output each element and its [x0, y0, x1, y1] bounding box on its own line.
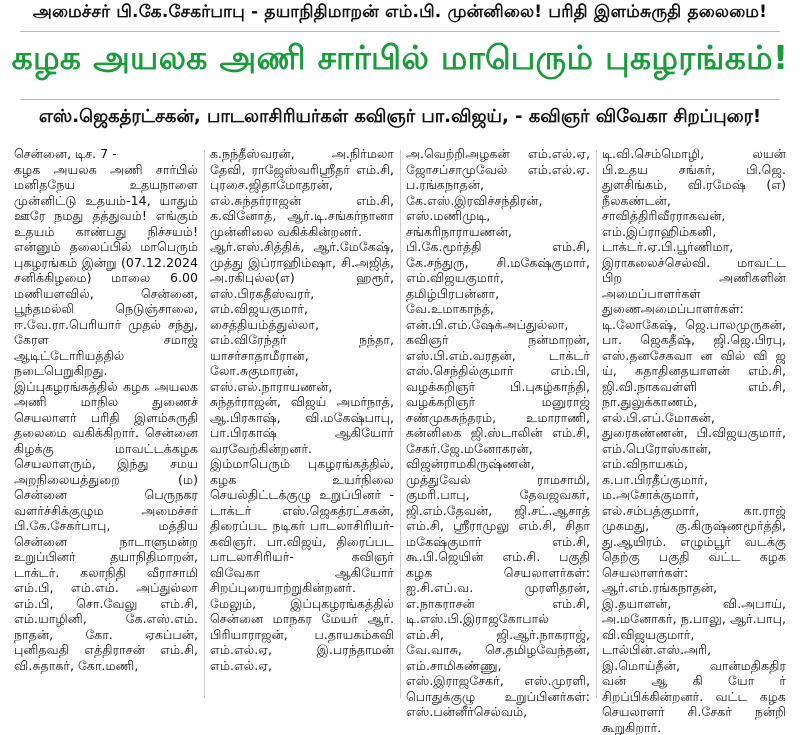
column-divider [596, 150, 597, 698]
column-text: க.நந்தீஸ்வரன், அ.நிர்மலா தேவி, ராஜேஸ்வரிஸ்ரீதர் எம்.சி, புரசை.ஜிதாமோதரன், எல்.சுந்தர்ராஜன் எம்.சி, க.வினோத், ஆர்.டி.சங்கர்நானா முன்னிலை வகிக்கின்றனர். ஆர்.எஸ்.சித்திக், ஆர்.மேகேஷ், முத்து இப்ராஹிம்ஷா, சி.அஜித், அ.ரகிபுல்ல(எ) ஹரூர், எஸ்.பிரகதீஸ்வரர், எம்.விஜயகுமார், சைத்தியம்த்துல்லா, எம்.விரேந்தர் நந்தா, யாசர்சாதாமீரான், லோ.சுகுமாரன், எஸ்.எல்.நாராயணன், சுந்தர்ராஜன், விஜய் அமர்நாத், ஆ.பிரகாஷ், வி.மகேஷ்பாபு, பா.பிரகாஷ் ஆகியோர் வரவேற்கின்றனர். இம்மாபெரும் புகழரங்கத்தில், கழக உயர்நிலை செயல்திட்டக்குழு உறுப்பினர் - டாக்டர் எஸ்.ஜெகத்ரட்சகன், திரைப்பட நடிகர் பாடலாசிரியர்- கவிஞர். பா.விஜய், திரைப்பட பாடலாசிரியர்- கவிஞர் விவேகா ஆகியோர் சிறப்புரையாற்றுகின்றனர். மேலும், இப்புகழரங்கத்தில் சென்னை மாநகர மேயர் ஆர். பிரியாராஜன், ப.தாயகம்கவி எம்.எல்.ஏ, இ.பரந்தாமன் எம்.எல்.ஏ, [210, 146, 394, 673]
article-column-1 [14, 146, 198, 702]
headline: கழக அயலக அணி சார்பில் மாபெரும் புகழரங்கம்! [11, 38, 789, 77]
divider [20, 99, 780, 100]
article-body [14, 146, 790, 735]
column-divider [204, 150, 205, 698]
column-text: டி.வி.செம்மொழி, லயன் பி.உதய சங்கர், பி.ஜெ. துளசிங்கம், வி.ரமேஷ் (எ) நீலகண்டன், சாவித்திரிவீரராகவன், எம்.இப்ராஹிம்கனி, டாக்டர்.ஏ.பி.பூர்ணிமா, இராகலைச்செல்வி. மாவட்ட பிற அணிகளின் அமைப்பாளர்கள் துணைஅமைப்பாளர்கள்: டி.லோகேஷ், ஜெ.பாலமுருகன், பா. ஜெகதீஷ், ஜி.ஜெ.பிரபு, எஸ்.தனசேகவா ன வில் வி ஜ ய், சுதாதினதயாளன் எம்.சி, ஜி.வி.நாகவள்ளி எம்.சி, நா.துலுக்காணம், எல்.பி.எப்.மோகன், துரைகண்ணன், பி.விஜயகுமார், எம்.பெரோஸ்கான், எம்.விநாயகம், க.பா.பிரதீப்குமார், ம.அசோக்குமார், எல்.சம்பத்குமார், கா.ராஜ் முகமது, கு.கிருஷ்ணமூர்த்தி, து.ஆயிரம். எழும்பூர் வடக்கு தெற்கு பகுதி வட்ட கழக செயலாளர்கள்: ஆர்.எம்.ரங்கநாதன், இ.தயாளன், வி.அபாய், அ.மனோகர், ந.பாலு, ஆர்.பாபு, வி.விஜயகுமார், டால்பின்.எஸ்.அரி, இ.மொய்தீன், வான்மதிகதிர வன் ஆ கி யோ ர் சிறப்பிக்கின்றனர். வட்ட கழக செயலாளர் சி.சேகர் நன்றி கூறுகிறார். [602, 146, 786, 735]
column-text: அ.வெற்றிஅழகன் எம்.எல்.ஏ, ஜோசப்சாமுவேல் எம்.எல்.ஏ. ப.ரங்கநாதன், கே.எஸ்.இரவிச்சந்திரன், எஸ்.மணிமுடி, சங்கரிநாராயணன், பி.கே.மூர்த்தி எம்.சி, கே.சந்துரு, சி.மகேஷ்குமார், எம்.விஜயகுமார், தமிழ்பிரபன்னா, வே.உமாகாந்த், என்.பி.எம்.ஷேக்அப்துல்லா, கவிஞர் நன்மாறன், எஸ்.பி.எம்.வரதன், டாக்டர் எஸ்.செந்தில்குமார் எம்.பி, வழக்கறிஞர் பி.புகழ்காந்தி, வழக்கறிஞர் மனுராஜ் சண்முகசுந்தரம், உமாராணி, கன்னிகை ஜி.ஸ்டாலின் எம்.சி, சேகர்.ஜே.மனோகரன், விஜன்ராமகிருஷ்ணன், முத்துவேல் ராமசாமி, குமரி.பாபு, தேவஜவகர், ஜி.எம்.தேவன், ஜி.சட்.ஆசாத் எம்.சி, ஸ்ரீராமுலு எம்.சி, சிதா மகேஷ்குமார் எம்.சி, கூ.பி.ஜெயின் எம்.சி. பகுதி கழக செயலாளர்கள்: ஐ.சி.எப்.வ. முரளிதரன், எ.நாகராசன் எம்.சி, டி.எஸ்.பி.இராஜகோபால் எம்.சி, ஜி.ஆர்.நாகராஜ், வே.வாசு, செ.தமிழவேந்தன், எம்.சாமிகண்ணு, எஸ்.இராஜசேகர், எஸ்.முரளி, பொதுக்குழு உறுப்பினர்கள்: எஸ்.பன்னீர்செல்வம், [406, 146, 590, 719]
article-column-2 [210, 146, 394, 702]
column-text: சென்னை, டிச. 7 - கழக அயலக அணி சார்பில் மனிதநேய உதயநாளை முன்னிட்டு உதயம்-14, யாதும் ஊரே நமது தத்துவம்! எங்கும் உதயம் காண்பது நிச்சயம்! என்னும் தலைப்பில் மாபெரும் புகழரங்கம் இன்று (07.12.2024 சனிக்கிழமை) மாலை 6.00 மணியளவில், சென்னை, பூந்தமல்லி நெடுஞ்சாலை, ஈ.வே.ரா.பெரியார் முதல் சந்து, கேரள சமாஜ் ஆடிட்டோரியத்தில் நடைபெறுகிறது. இப்புகழரங்கத்தில் கழக அயலக அணி மாநில துணைச் செயலாளர் பரிதி இளம்சுருதி தலைமை வகிக்கிறார். சென்னை கிழக்கு மாவட்டக்கழக செயலாளரும், இந்து சமய அறநிலையத்துறை (ம) சென்னை பெருநகர வளர்ச்சிக்குழும அமைச்சர் பி.கே.சேகர்பாபு, மத்திய சென்னை நாடாளுமன்ற உறுப்பினர் தயாநிதிமாறன், டாக்டர். கலாநிதி வீராசாமி எம்.பி, எம்.எம். அப்துல்லா எம்.பி, சொ.வேலு எம்.சி, எம்.யாழினி, கே.எஸ்.எம். நாதன், கோ. ஏகப்பன், புனிதவதி எத்திராசன் எம்.சி, வி.சுதாகர், கோ.மணி, [14, 146, 198, 673]
article-column-4 [602, 146, 786, 735]
kicker-line: அமைச்சர் பி.கே.சேகர்பாபு - தயாநிதிமாறன் எம்.பி. முன்னிலை! பரிதி இளம்சுருதி தலைமை! [32, 2, 768, 22]
article-column-3 [406, 146, 590, 719]
divider [20, 31, 780, 32]
subheadline: எஸ்.ஜெகத்ரட்சகன், பாடலாசிரியர்கள் கவிஞர் பா.விஜய், - கவிஞர் விவேகா சிறப்புரை! [38, 106, 762, 127]
column-divider [400, 150, 401, 698]
